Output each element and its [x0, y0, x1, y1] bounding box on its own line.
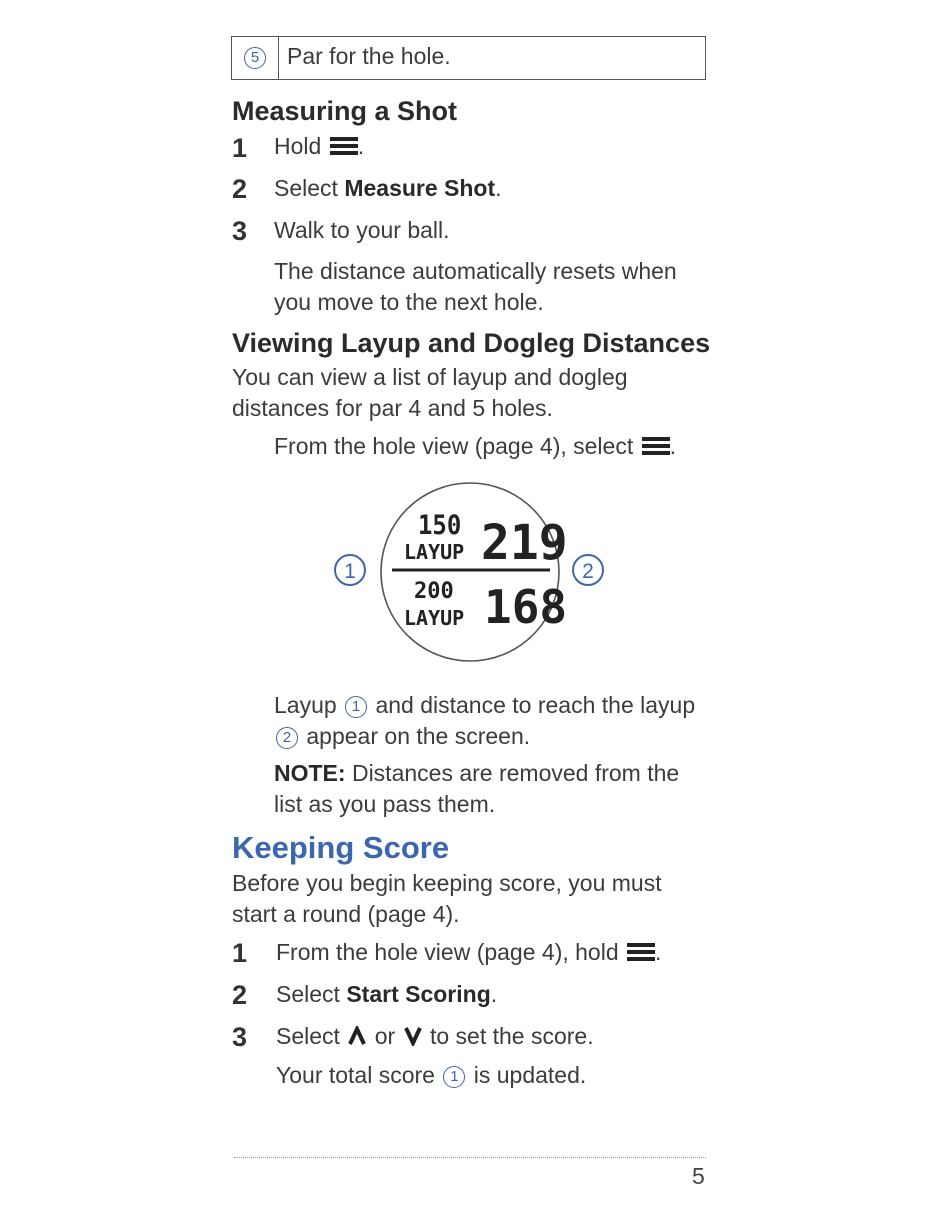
up-arrow-icon: [348, 1026, 366, 1046]
layup-heading: Viewing Layup and Dogleg Distances: [232, 328, 711, 358]
menu-icon: [642, 437, 670, 455]
step-number: 2: [232, 174, 248, 204]
step-text: Select or to set the score.: [276, 1023, 594, 1049]
step-number: 2: [232, 980, 248, 1010]
menu-icon: [330, 137, 358, 155]
callout-2: 2: [276, 727, 298, 749]
scoring-result: Your total score 1 is updated.: [276, 1062, 587, 1088]
par-marker-cell: [232, 37, 278, 79]
scoring-intro-line1: Before you begin keeping score, you must: [232, 870, 662, 896]
step-text: Select Measure Shot.: [274, 175, 502, 201]
layup-note-line2: list as you pass them.: [274, 791, 496, 817]
watch-screen-figure: [328, 480, 618, 665]
step-number: 3: [232, 1022, 248, 1052]
page-number: 5: [692, 1163, 705, 1189]
step-number: 3: [232, 216, 248, 246]
layup-distance-1: 150: [418, 509, 462, 541]
par-text: Par for the hole.: [287, 43, 451, 69]
layup-label-1: LAYUP: [404, 540, 465, 564]
step-text: Select Start Scoring.: [276, 981, 498, 1007]
footer-rule: [234, 1157, 706, 1158]
callout-1: 1: [344, 560, 356, 583]
step-text: Walk to your ball.: [274, 217, 450, 243]
scoring-heading: Keeping Score: [232, 830, 450, 865]
step-number: 1: [232, 133, 248, 163]
callout-2: 2: [582, 560, 594, 583]
down-arrow-icon: [404, 1026, 422, 1046]
layup-intro-line2: distances for par 4 and 5 holes.: [232, 395, 553, 421]
step-text: Hold .: [274, 133, 365, 159]
layup-value-2: 168: [484, 580, 568, 634]
watch-screen-svg: [328, 480, 618, 665]
measuring-heading: Measuring a Shot: [232, 96, 458, 126]
step-text: From the hole view (page 4), hold .: [276, 939, 662, 965]
layup-label-2: LAYUP: [404, 606, 465, 630]
layup-instruction: From the hole view (page 4), select .: [274, 433, 676, 459]
layup-note-line1: NOTE: Distances are removed from the: [274, 760, 680, 786]
callout-1: 1: [443, 1066, 465, 1088]
callout-1: 1: [345, 696, 367, 718]
menu-icon: [627, 943, 655, 961]
scoring-intro-line2: start a round (page 4).: [232, 901, 460, 927]
measuring-note-line1: The distance automatically resets when: [274, 258, 677, 284]
par-table: [231, 36, 706, 80]
step-number: 1: [232, 938, 248, 968]
callout-5: 5: [244, 47, 266, 69]
note-label: NOTE:: [274, 760, 346, 786]
layup-value-1: 219: [481, 515, 568, 571]
layup-intro-line1: You can view a list of layup and dogleg: [232, 364, 628, 390]
layup-caption-line1: Layup 1 and distance to reach the layup: [274, 692, 696, 718]
layup-caption-line2: 2 appear on the screen.: [274, 721, 530, 752]
layup-distance-2: 200: [414, 579, 454, 604]
measuring-note-line2: you move to the next hole.: [274, 289, 544, 315]
par-text-cell: [278, 37, 705, 79]
